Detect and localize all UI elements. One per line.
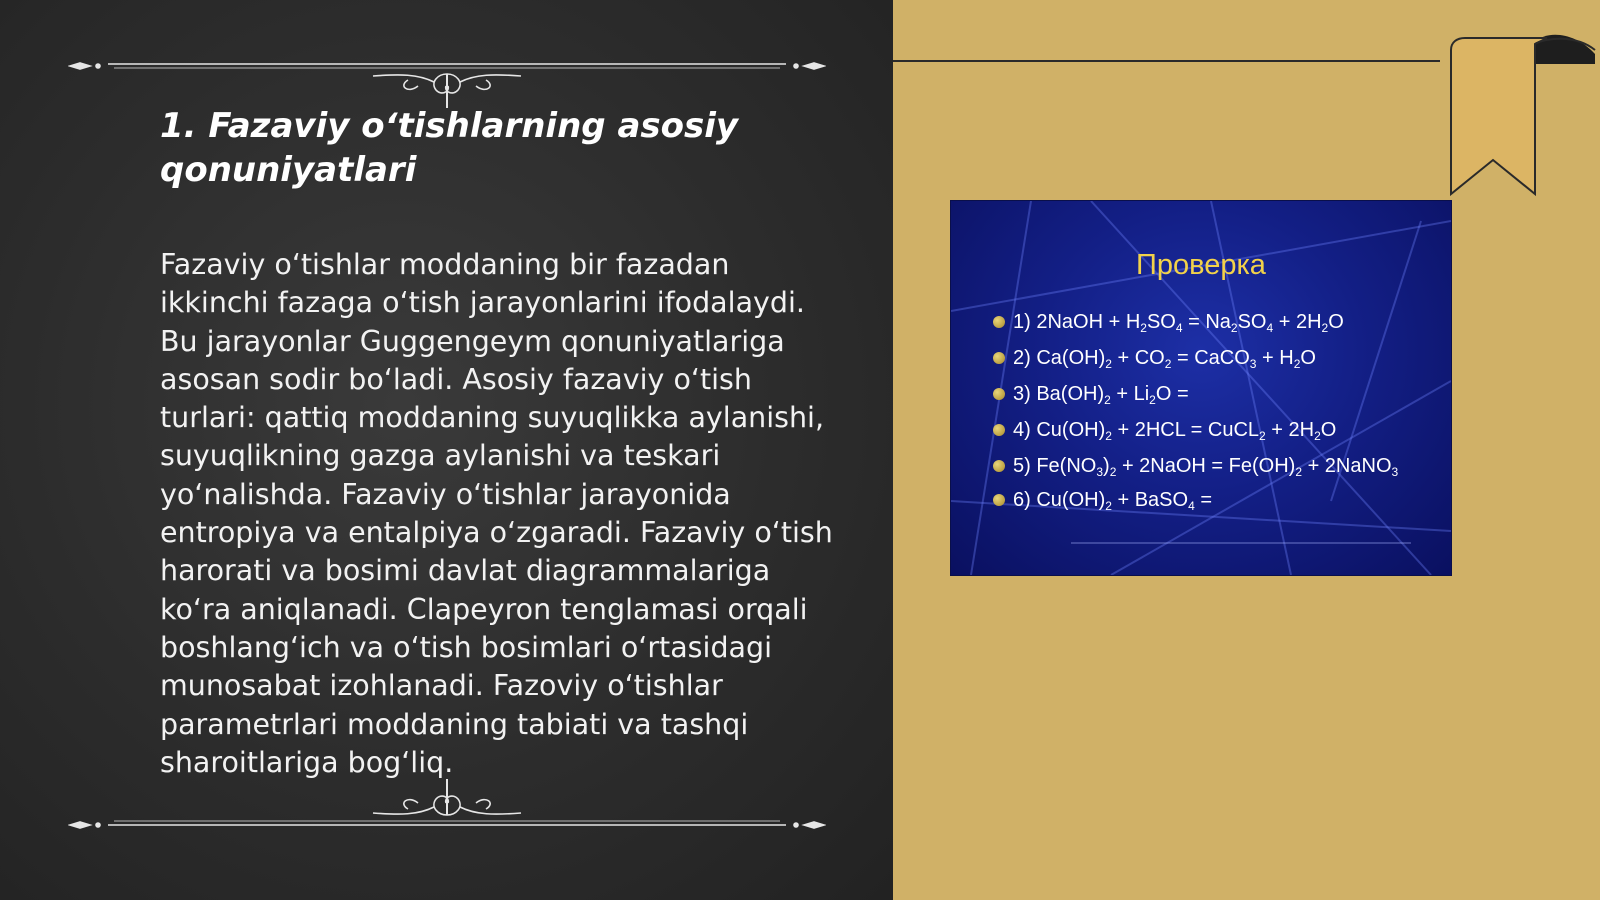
equation-text: + Li [1110, 383, 1150, 405]
equation-text: + 2H [1265, 419, 1315, 441]
equation-item [993, 487, 1398, 513]
bullet-icon [993, 316, 1005, 328]
equation-text: + 2NaNO [1302, 455, 1392, 477]
equation-subscript: 2 [1164, 357, 1172, 371]
header-rule [893, 60, 1440, 62]
equation-subscript: 2 [1230, 321, 1238, 335]
top-ornament-divider [68, 52, 826, 112]
equation-item [993, 309, 1398, 335]
equation-subscript: 2 [1259, 429, 1266, 443]
slide-title: 1. Fazaviy o‘tishlarning asosiy qonuniyatlari [160, 106, 739, 190]
equation-text: 1) 2NaOH + H [1013, 311, 1141, 333]
equation-text: O [1320, 419, 1337, 441]
equation-subscript: 3 [1096, 465, 1104, 479]
equation-subscript: 4 [1175, 321, 1183, 335]
equation-subscript: 2 [1293, 357, 1301, 371]
equation-text: O [1328, 311, 1344, 333]
equation-text: 3) Ba(OH) [1013, 383, 1105, 405]
equation-subscript: 4 [1188, 499, 1195, 513]
equation-text: O [1300, 347, 1316, 369]
equation-text: = CaCO [1171, 347, 1250, 369]
equation-subscript: 2 [1314, 429, 1321, 443]
equation-text: SO [1237, 311, 1267, 333]
equation-text: + H [1256, 347, 1294, 369]
equation-subscript: 2 [1104, 393, 1111, 407]
equation-text: ) [1103, 455, 1110, 477]
chemistry-quiz-image [950, 200, 1452, 576]
equation-item [993, 453, 1398, 479]
inset-title: Проверка [1136, 249, 1266, 281]
bookmark-ribbon [1435, 34, 1600, 204]
equation-text: + 2H [1273, 311, 1322, 333]
equation-subscript: 4 [1266, 321, 1274, 335]
slide-body-text: Fazaviy o‘tishlar moddaning bir fazadan ikkinchi fazaga o‘tish jarayonlarini ifodalaydi. Bu jarayonlar Guggengeym qonuniyatlariga asosan sodir bo‘ladi. Asosiy fazaviy o‘tish turlari: qattiq moddaning suyuqlikka aylanishi, suyuqlikning gazga aylanishi va teskari yo‘nalishda. Fazaviy o‘tishlar jarayonida entropiya va entalpiya o‘zgaradi. Fazaviy o‘tish harorati va bosimi davlat diagrammalariga ko‘ra aniqlanadi. Clapeyron tenglamasi orqali boshlang‘ich va o‘tish bosimlari o‘rtasidagi munosabat izohlanadi. Fazoviy o‘tishlar parametrlari moddaning tabiati va tashqi sharoitlariga bog‘liq. [160, 248, 833, 779]
equation-subscript: 2 [1105, 357, 1112, 371]
bullet-icon [993, 494, 1005, 506]
bottom-ornament-divider [68, 775, 826, 835]
equation-item [993, 381, 1398, 407]
equation-item [993, 345, 1398, 371]
equation-text: = Na [1182, 311, 1231, 333]
equation-text: + 2NaOH = Fe(OH) [1116, 455, 1296, 477]
bullet-icon [993, 460, 1005, 472]
equation-subscript: 2 [1295, 465, 1303, 479]
bullet-icon [993, 352, 1005, 364]
equation-text: 4) Cu(OH) [1013, 419, 1106, 441]
equation-subscript: 2 [1105, 429, 1112, 443]
equation-subscript: 2 [1105, 499, 1112, 513]
equation-subscript: 2 [1149, 393, 1156, 407]
equation-subscript: 3 [1249, 357, 1257, 371]
equation-subscript: 2 [1321, 321, 1329, 335]
equation-text: + 2HCL = CuCL [1111, 419, 1260, 441]
equation-text: = [1194, 489, 1213, 511]
equation-subscript: 2 [1109, 465, 1117, 479]
equation-text: 2) Ca(OH) [1013, 347, 1106, 369]
bullet-icon [993, 388, 1005, 400]
bullet-icon [993, 424, 1005, 436]
equation-text: O = [1155, 383, 1189, 405]
equation-text: SO [1146, 311, 1176, 333]
equation-text: + CO [1111, 347, 1165, 369]
equation-item [993, 417, 1398, 443]
equation-text: 6) Cu(OH) [1013, 489, 1106, 511]
equation-list [993, 309, 1398, 523]
equation-subscript: 2 [1140, 321, 1147, 335]
equation-text: + BaSO [1111, 489, 1189, 511]
equation-text: 5) Fe(NO [1013, 455, 1097, 477]
equation-subscript: 3 [1391, 465, 1399, 479]
